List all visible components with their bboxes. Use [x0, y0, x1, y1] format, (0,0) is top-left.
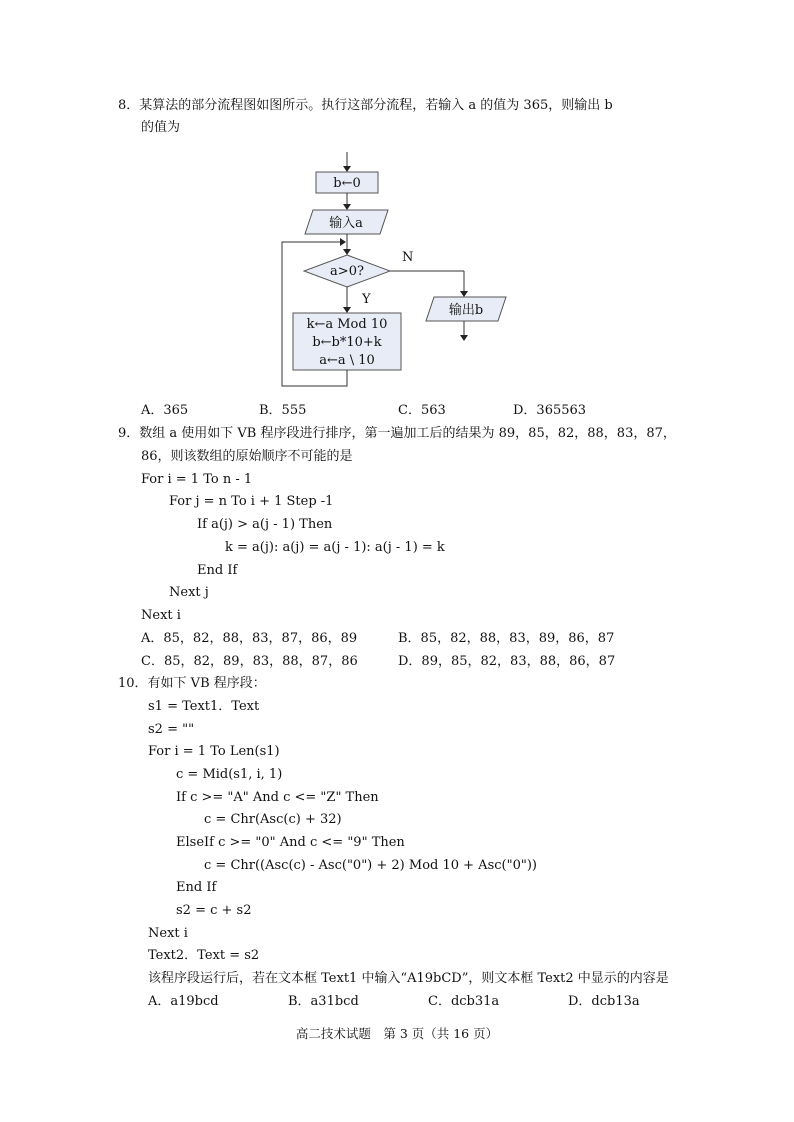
q10-code-line-2: s2 = "" [148, 722, 195, 737]
condition-text: a>0? [330, 264, 364, 279]
q9-code-line-5: End If [197, 563, 238, 578]
q10-stem: 10．有如下 VB 程序段： [118, 676, 266, 691]
q9-code-line-6: Next j [169, 585, 209, 600]
q10-code-line-4: c = Mid(s1, i, 1) [176, 767, 283, 782]
q8-stem-line1: 8．某算法的部分流程图如图所示。执行这部分流程，若输入 a 的值为 365，则输出 b [118, 98, 613, 113]
output-text: 输出b [448, 303, 484, 318]
q9-code-line-3: If a(j) > a(j - 1) Then [197, 517, 333, 532]
q9-option-c: C．85，82，89，83，88，87，86 [141, 654, 358, 669]
body-line-2: b←b*10+k [312, 335, 382, 350]
q10-option-b: B．a31bcd [288, 994, 359, 1009]
body-line-3: a←a \ 10 [319, 353, 375, 368]
q8-option-b: B．555 [259, 403, 307, 418]
q9-option-b: B．85，82，88，83，89，86，87 [398, 631, 615, 646]
body-line-1: k←a Mod 10 [306, 317, 388, 332]
q10-code-line-12: Text2．Text = s2 [148, 948, 260, 963]
q10-code-line-9: End If [176, 880, 217, 895]
q9-stem-line1: 9．数组 a 使用如下 VB 程序段进行排序，第一遍加工后的结果为 89，85，82，88，83，87， [118, 426, 676, 441]
q9-option-a: A．85，82，88，83，87，86，89 [141, 631, 358, 646]
q8-option-d: D．365563 [513, 403, 587, 418]
q9-code-line-1: For i = 1 To n - 1 [141, 472, 253, 487]
q10-option-a: A．a19bcd [148, 994, 219, 1009]
q9-code-line-4: k = a(j): a(j) = a(j - 1): a(j - 1) = k [225, 540, 445, 555]
init-text: b←0 [333, 176, 361, 191]
q9-option-d: D．89，85，82，83，88，86，87 [398, 654, 616, 669]
yes-label: Y [362, 292, 371, 307]
q8-stem-line2: 的值为 [141, 120, 181, 135]
q9-code-line-7: Next i [141, 608, 181, 623]
q9-code-line-2: For j = n To i + 1 Step -1 [169, 494, 334, 509]
q10-code-line-11: Next i [148, 926, 188, 941]
q10-code-line-3: For i = 1 To Len(s1) [148, 744, 280, 759]
q10-code-line-7: ElseIf c >= "0" And c <= "9" Then [176, 835, 405, 850]
q10-code-line-10: s2 = c + s2 [176, 903, 252, 918]
q8-option-c: C．563 [398, 403, 446, 418]
q10-code-line-6: c = Chr(Asc(c) + 32) [204, 812, 342, 827]
q8-option-a: A．365 [141, 403, 189, 418]
input-text: 输入a [329, 216, 363, 231]
q10-question: 该程序段运行后，若在文本框 Text1 中输入“A19bCD”，则文本框 Text2 中显示的内容是 [148, 971, 669, 986]
q9-stem-line2: 86，则该数组的原始顺序不可能的是 [141, 449, 353, 464]
page-footer: 高二技术试题 第 3 页（共 16 页） [295, 1026, 499, 1041]
q10-code-line-1: s1 = Text1．Text [148, 699, 260, 714]
q10-option-c: C．dcb31a [428, 994, 500, 1009]
q10-option-d: D．dcb13a [568, 994, 640, 1009]
q10-code-line-8: c = Chr((Asc(c) - Asc("0") + 2) Mod 10 + Asc("0")) [204, 858, 537, 873]
q10-code-line-5: If c >= "A" And c <= "Z" Then [176, 790, 379, 805]
no-label: N [402, 250, 414, 265]
